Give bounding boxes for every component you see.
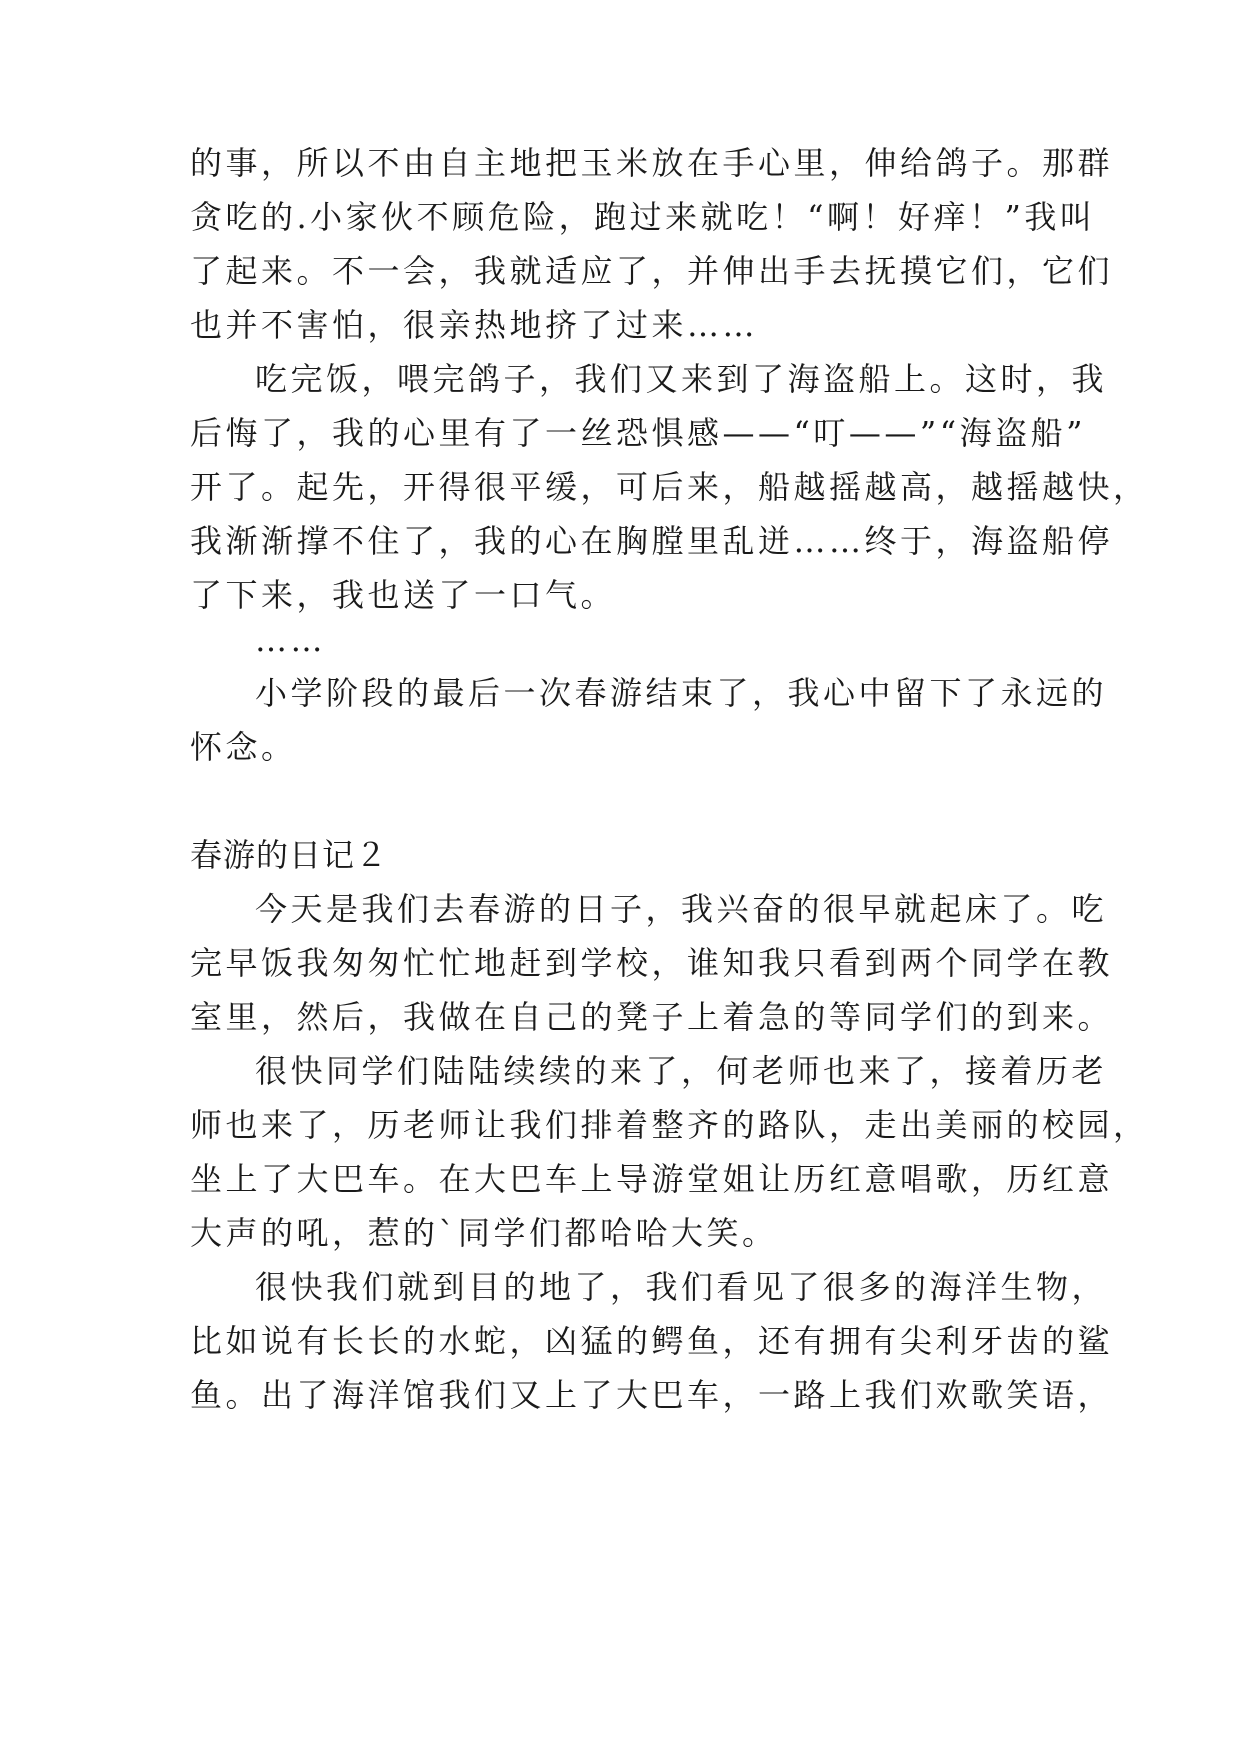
text-line: 贪吃的.小家伙不顾危险，跑过来就吃！“啊！好痒！”我叫 bbox=[190, 198, 1096, 236]
ellipsis-line: …… bbox=[255, 621, 326, 659]
text-line: 比如说有长长的水蛇，凶猛的鳄鱼，还有拥有尖利牙齿的鲨 bbox=[190, 1322, 1114, 1360]
text-line: 完早饭我匆匆忙忙地赶到学校，谁知我只看到两个同学在教 bbox=[190, 944, 1114, 982]
text-line: 也并不害怕，很亲热地挤了过来…… bbox=[190, 306, 759, 344]
paragraph-start-line: 很快同学们陆陆续续的来了，何老师也来了，接着历老 bbox=[255, 1052, 1108, 1090]
text-line: 了起来。不一会，我就适应了，并伸出手去抚摸它们，它们 bbox=[190, 252, 1114, 290]
text-line: 鱼。出了海洋馆我们又上了大巴车，一路上我们欢歌笑语， bbox=[190, 1376, 1114, 1414]
text-line: 的事，所以不由自主地把玉米放在手心里，伸给鸽子。那群 bbox=[190, 144, 1114, 182]
text-line: 了下来，我也送了一口气。 bbox=[190, 576, 617, 614]
text-line: 后悔了，我的心里有了一丝恐惧感——“叮——”“海盗船” bbox=[190, 414, 1086, 452]
text-line: 大声的吼，惹的`同学们都哈哈大笑。 bbox=[190, 1214, 778, 1252]
paragraph-start-line: 吃完饭，喂完鸽子，我们又来到了海盗船上。这时，我 bbox=[255, 360, 1108, 398]
text-line: 坐上了大巴车。在大巴车上导游堂姐让历红意唱歌，历红意 bbox=[190, 1160, 1114, 1198]
text-line: 怀念。 bbox=[190, 728, 297, 766]
paragraph-start-line: 很快我们就到目的地了，我们看见了很多的海洋生物， bbox=[255, 1268, 1108, 1306]
text-line: 室里，然后，我做在自己的凳子上着急的等同学们的到来。 bbox=[190, 998, 1114, 1036]
text-line: 师也来了，历老师让我们排着整齐的路队，走出美丽的校园， bbox=[190, 1106, 1149, 1144]
paragraph-start-line: 今天是我们去春游的日子，我兴奋的很早就起床了。吃 bbox=[255, 890, 1108, 928]
text-line: 开了。起先，开得很平缓，可后来，船越摇越高，越摇越快， bbox=[190, 468, 1149, 506]
text-line: 我渐渐撑不住了，我的心在胸膛里乱迸……终于，海盗船停 bbox=[190, 522, 1114, 560]
paragraph-start-line: 小学阶段的最后一次春游结束了，我心中留下了永远的 bbox=[255, 674, 1108, 712]
section-title: 春游的日记２ bbox=[190, 836, 389, 874]
